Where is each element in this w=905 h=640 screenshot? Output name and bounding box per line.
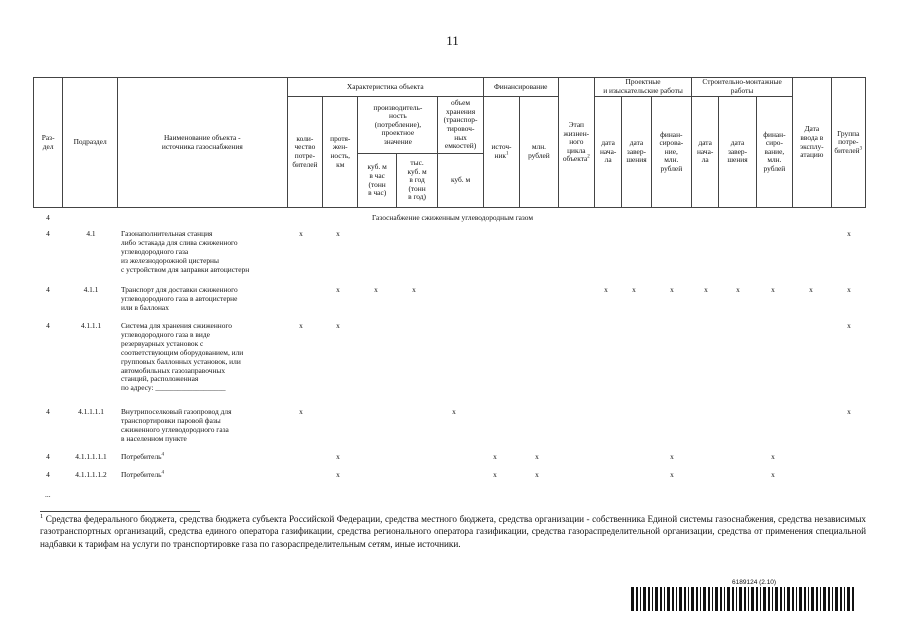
row-name: Внутрипоселковый газопровод для транспортировки паровой фазы сжиженного углеводородного газа в населенном пункте xyxy=(121,407,232,443)
col-smr-data-nachala: дата нача- ла xyxy=(692,97,719,208)
row-mark-prot: x xyxy=(336,452,340,461)
row-mark-sdz: x xyxy=(736,285,740,294)
footnote-mark: 1 xyxy=(40,512,44,520)
row-razdel: 4 xyxy=(46,213,50,222)
col-smr: Строительно-монтажные работы xyxy=(692,78,793,97)
row-mark-mln: x xyxy=(535,470,539,479)
col-smr-finansirovanie: финан- сиро- вание, млн. рублей xyxy=(756,97,792,208)
row-razdel: 4 xyxy=(46,452,50,461)
row-mark-kol: x xyxy=(299,407,303,416)
row-razdel: 4 xyxy=(46,407,50,416)
row-mark-grp: x xyxy=(847,407,851,416)
footnote-text: Средства федерального бюджета, средства бюджета субъекта Российской Федерации, средства местного бюджета, средства организации - собственника Единой системы газоснабжения, средства независимых газотранспортных организаций, средства единого оператора газификации, средства регионального оператора газификации, средства газораспределительной организации, средства от применения специальной надбавки к тарифам на услуги по транспортировке газа по газораспределительным сетям, иные источники. xyxy=(40,514,867,549)
col-kub-chas: куб. м в час (тонн в час) xyxy=(358,154,396,208)
col-kolichestvo: коли- чество потре- бителей xyxy=(287,97,322,208)
row-name: Газонаполнительная станция либо эстакада для слива сжиженного углеводородного газа из железнодорожной цистерны с устройством для заправки автоцистерн xyxy=(121,229,250,274)
row-name: Потребитель$^4$ xyxy=(121,470,165,479)
row-podrazdel: 4.1 xyxy=(86,229,96,238)
row-mark-sfin: x xyxy=(771,285,775,294)
col-harakteristika: Характеристика объекта xyxy=(287,78,483,97)
col-tys-kub-god: тыс. куб. м в год (тонн в год) xyxy=(396,154,437,208)
row-razdel: 4 xyxy=(46,285,50,294)
row-podrazdel: 4.1.1.1 xyxy=(80,321,102,330)
row-name: Система для хранения сжиженного углеводородного газа в виде резервуарных установок с соответствующим оборудованием, или групповых баллонных установок, или автомобильных газозаправочных станций, расположенная по адресу: ___________________ xyxy=(121,321,244,393)
col-podrazdel: Подраздел xyxy=(63,78,118,208)
row-razdel: 4 xyxy=(46,321,50,330)
row-name-sup: 4 xyxy=(161,452,165,458)
col-proektnye: Проектные и изыскательские работы xyxy=(595,78,692,97)
barcode-number: 6189124 (2.10) xyxy=(732,579,777,586)
col-data-vvoda: Дата ввода в эксплу- атацию xyxy=(793,78,831,208)
row-mark-mln: x xyxy=(535,452,539,461)
col-smr-data-zaversheniya: дата завер- шения xyxy=(719,97,756,208)
row-mark-grp: x xyxy=(847,285,851,294)
row-podrazdel: 4.1.1.1.1.1 xyxy=(75,452,107,461)
col-protyazhennost: протя- жен- ность, км xyxy=(323,97,358,208)
row-mark-tysgod: x xyxy=(412,285,416,294)
row-podrazdel: 4.1.1.1.1.2 xyxy=(75,470,107,479)
col-etap: Этап жизнен- ного цикла объекта$^2$ xyxy=(558,78,594,208)
row-mark-pfin: x xyxy=(670,470,674,479)
row-mark-dvod: x xyxy=(809,285,813,294)
col-gruppa: Группа потре- бителей$^3$ xyxy=(831,78,865,208)
row-mark-prot: x xyxy=(336,229,340,238)
row-mark-ist: x xyxy=(493,452,497,461)
page-number: 11 xyxy=(446,33,459,48)
row-mark-ist: x xyxy=(493,470,497,479)
row-mark-sfin: x xyxy=(771,470,775,479)
row-name-sup: 4 xyxy=(161,470,165,476)
row-mark-sdn: x xyxy=(704,285,708,294)
row-mark-kubch: x xyxy=(374,285,378,294)
row-mark-prot: x xyxy=(336,470,340,479)
row-name: Потребитель$^4$ xyxy=(121,452,165,461)
row-mark-kol: x xyxy=(299,321,303,330)
barcode-icon xyxy=(631,587,857,611)
row-mark-obem: x xyxy=(452,407,456,416)
row-mark-grp: x xyxy=(847,321,851,330)
row-podrazdel: 4.1.1 xyxy=(83,285,99,294)
row-razdel: 4 xyxy=(46,229,50,238)
row-mark-prot: x xyxy=(336,285,340,294)
row-mark-pdn: x xyxy=(604,285,608,294)
row-mark-prot: x xyxy=(336,321,340,330)
row-mark-kol: x xyxy=(299,229,303,238)
row-name: Транспорт для доставки сжиженного углеводородного газа в автоцистерне или в баллонах xyxy=(121,285,238,312)
footnote xyxy=(40,513,866,550)
col-obem: объем хранения (транспор- тировоч- ных емкостей) xyxy=(438,97,484,154)
section-title: Газоснабжение сжиженным углеводородным газом xyxy=(371,213,534,222)
col-razdel: Раз- дел xyxy=(34,78,63,208)
row-mark-sfin: x xyxy=(771,452,775,461)
row-podrazdel: 4.1.1.1.1 xyxy=(78,407,104,416)
row-mark-pdz: x xyxy=(632,285,636,294)
table-header xyxy=(33,77,866,207)
col-kub-m: куб. м xyxy=(438,154,484,208)
col-naimenovanie: Наименование объекта - источника газоснабжения xyxy=(117,78,287,208)
ellipsis: ... xyxy=(45,490,51,499)
col-istochnik: источ- ник$^1$ xyxy=(483,97,519,208)
col-pr-finansirovanie: финан- сирова- ние, млн. рублей xyxy=(651,97,691,208)
col-pr-data-nachala: дата нача- ла xyxy=(595,97,622,208)
footnote-rule xyxy=(40,511,200,512)
col-proizvoditelnost: производитель- ность (потребление), проектное значение xyxy=(358,97,438,154)
row-mark-pfin: x xyxy=(670,452,674,461)
row-mark-pfin: x xyxy=(670,285,674,294)
row-mark-grp: x xyxy=(847,229,851,238)
col-pr-data-zaversheniya: дата завер- шения xyxy=(622,97,651,208)
col-finansirovanie: Финансирование xyxy=(483,78,558,97)
col-mln-rublei: млн. рублей xyxy=(520,97,558,208)
row-razdel: 4 xyxy=(46,470,50,479)
